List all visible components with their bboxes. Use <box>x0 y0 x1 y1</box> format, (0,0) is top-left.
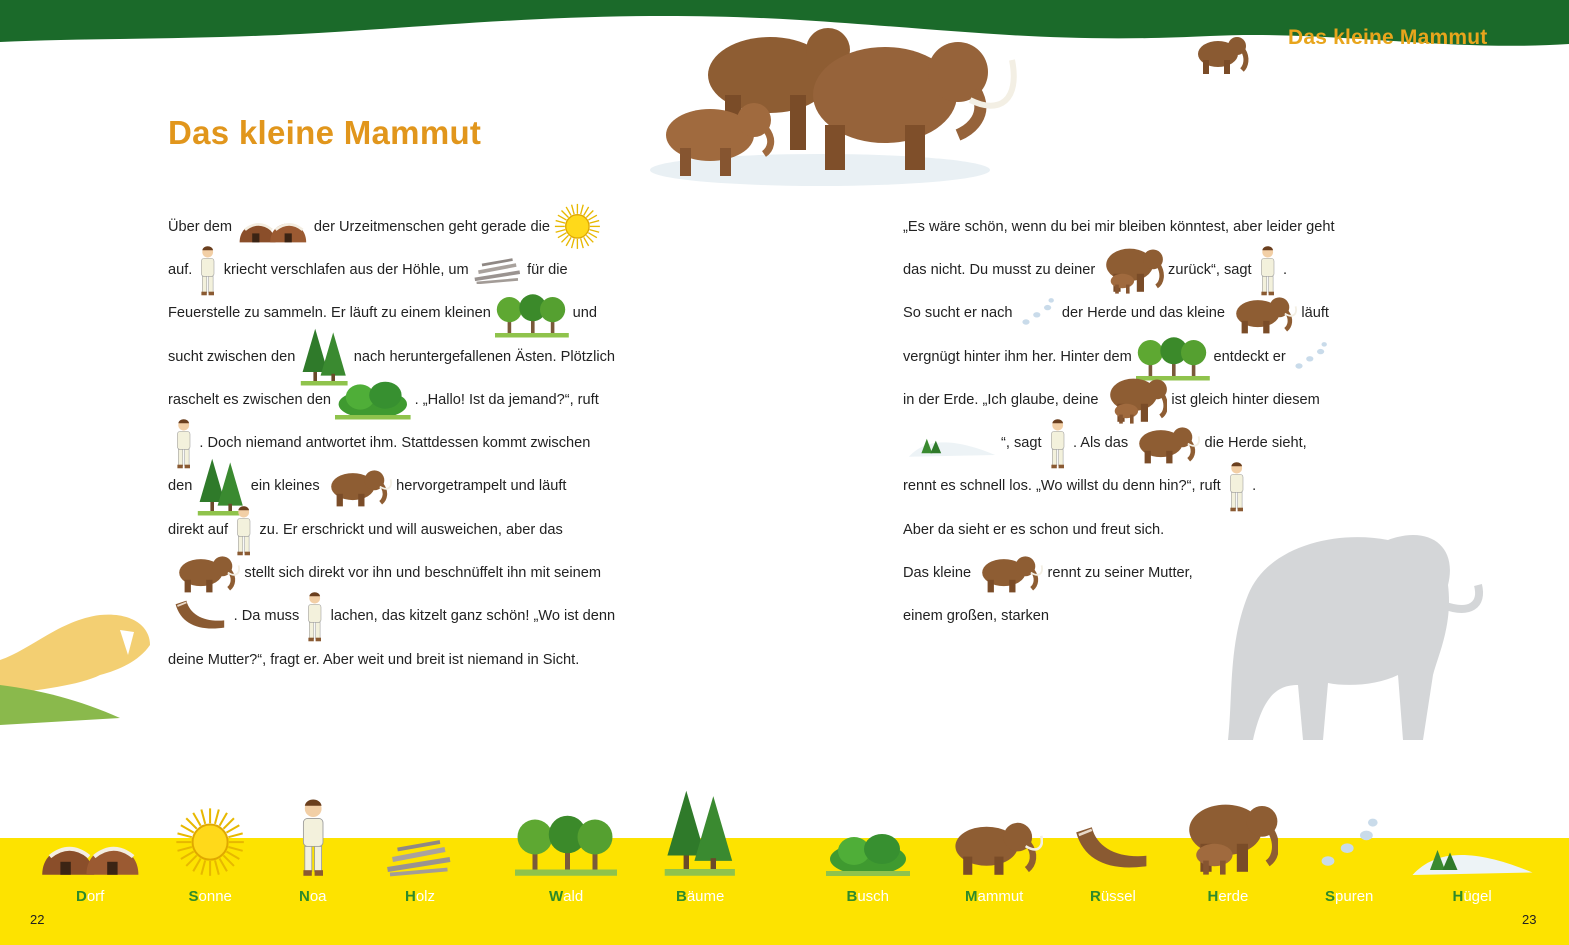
legend-label <box>965 888 1023 905</box>
story-line <box>168 292 668 335</box>
story-line <box>168 378 668 421</box>
story-text: kriecht verschlafen aus der Höhle, um <box>223 261 469 278</box>
story-line <box>903 421 1393 464</box>
right-story-column <box>903 205 1393 638</box>
legend-rest: ügel <box>1463 888 1492 905</box>
legend-label <box>549 888 583 905</box>
noa-icon <box>303 590 326 642</box>
mammut-icon <box>945 815 1044 882</box>
dorf-icon <box>37 828 144 882</box>
legend-initial: H <box>405 888 416 905</box>
page-number-left: 22 <box>30 912 45 927</box>
spuren-icon <box>1290 339 1331 375</box>
story-line <box>903 465 1393 508</box>
ruessel-icon <box>1071 822 1154 882</box>
story-text: rennt zu seiner Mutter, <box>1047 565 1193 582</box>
busch-icon <box>335 379 411 420</box>
legend-initial: S <box>1325 888 1336 905</box>
legend-rest: puren <box>1335 888 1374 905</box>
mammut-icon <box>172 551 240 594</box>
story-text: deine Mutter?“, fragt er. Aber weit und breit ist niemand in Sicht. <box>168 651 580 668</box>
legend-initial: H <box>1452 888 1464 905</box>
noa-icon <box>232 504 255 556</box>
story-line <box>168 508 668 551</box>
story-line <box>903 335 1393 378</box>
story-line <box>168 638 668 681</box>
story-line <box>903 378 1393 421</box>
mammut-icon <box>975 551 1043 594</box>
story-text: entdeckt er <box>1213 348 1286 365</box>
story-line <box>168 248 668 291</box>
noa-icon <box>196 244 219 296</box>
story-text: raschelt es zwischen den <box>168 391 332 408</box>
story-line <box>903 292 1393 335</box>
huegel-icon <box>1410 835 1535 883</box>
story-line <box>168 551 668 594</box>
legend-initial: H <box>1207 888 1219 905</box>
legend-initial: B <box>846 888 858 905</box>
story-line <box>168 465 668 508</box>
legend-rest: orf <box>86 888 105 905</box>
story-text: Feuerstelle zu sammeln. Er läuft zu einem kleinen <box>168 305 491 322</box>
sonne-icon <box>175 807 245 882</box>
legend-label <box>847 888 890 905</box>
spuren-icon <box>1017 295 1058 331</box>
legend-initial: D <box>76 888 87 905</box>
dorf-icon <box>236 210 310 244</box>
story-text: in der Erde. „Ich glaube, deine <box>903 391 1099 408</box>
story-text: . Als das <box>1072 435 1129 452</box>
story-text: auf. <box>168 261 193 278</box>
story-line <box>168 335 668 378</box>
holz-icon <box>385 837 455 882</box>
mammut-icon <box>1229 292 1297 335</box>
legend-label <box>299 888 327 905</box>
story-text: ist gleich hinter diesem <box>1171 391 1320 408</box>
herde-icon <box>1103 375 1168 425</box>
noa-icon <box>1256 244 1279 296</box>
mammut-icon <box>324 465 392 508</box>
story-line <box>168 595 668 638</box>
legend-initial: R <box>1090 888 1101 905</box>
busch-icon <box>826 831 910 882</box>
legend-label <box>1090 888 1136 905</box>
story-text: das nicht. Du musst zu deiner <box>903 261 1096 278</box>
legend-label <box>76 888 104 905</box>
header-mammoth-icon <box>1188 30 1254 83</box>
wald-icon <box>515 807 618 882</box>
herde-icon <box>1178 799 1279 882</box>
ruessel-icon <box>172 597 230 635</box>
story-line <box>903 508 1393 551</box>
story-text: direkt auf <box>168 521 229 538</box>
mammoth-herd-illustration <box>640 20 1040 190</box>
story-text: . <box>1252 478 1257 495</box>
story-line <box>903 248 1393 291</box>
legend-rest: usch <box>857 888 890 905</box>
story-text: ein kleines <box>250 478 320 495</box>
sabretooth-illustration <box>0 600 160 730</box>
story-text: die Herde sieht, <box>1204 435 1307 452</box>
story-text: der Herde und das kleine <box>1061 305 1225 322</box>
legend-label <box>1453 888 1492 905</box>
story-text: So sucht er nach <box>903 305 1013 322</box>
story-line <box>168 205 668 248</box>
legend-initial: M <box>965 888 978 905</box>
huegel-icon <box>907 428 997 459</box>
story-text: Aber da sieht er es schon und freut sich. <box>903 521 1165 538</box>
legend-rest: oa <box>309 888 327 905</box>
story-text: Das kleine <box>903 565 972 582</box>
story-text: einem großen, starken <box>903 608 1050 625</box>
story-text: . Doch niemand antwortet ihm. Stattdessen kommt zwischen <box>199 435 591 452</box>
story-text: . <box>1282 261 1288 278</box>
legend-rest: üssel <box>1100 888 1136 905</box>
story-text: hervorgetrampelt und läuft <box>396 478 567 495</box>
story-text: Über dem <box>168 218 233 235</box>
story-text: “, sagt <box>1001 435 1042 452</box>
story-text: vergnügt hinter ihm her. Hinter dem <box>903 348 1132 365</box>
sonne-icon <box>554 203 601 250</box>
legend-initial: B <box>676 888 687 905</box>
page-title: Das kleine Mammut <box>168 114 482 151</box>
herde-icon <box>1099 245 1164 295</box>
holz-icon <box>473 256 523 285</box>
story-text: zu. Er erschrickt und will ausweichen, aber das <box>259 521 563 538</box>
story-text: der Urzeitmenschen geht gerade die <box>313 218 550 235</box>
noa-icon <box>295 796 331 882</box>
legend-label <box>1208 888 1249 905</box>
spuren-icon <box>1312 813 1386 882</box>
story-text: für die <box>527 261 568 278</box>
story-text: und <box>572 305 597 322</box>
legend-rest: onne <box>198 888 232 905</box>
page-number-right: 23 <box>1522 912 1537 927</box>
story-text: läuft <box>1301 305 1329 322</box>
story-text: . Da muss <box>233 608 300 625</box>
legend-rest: erde <box>1218 888 1249 905</box>
legend-rest: olz <box>415 888 436 905</box>
legend-rest: äume <box>686 888 725 905</box>
story-text: „Es wäre schön, wenn du bei mir bleiben könntest, aber leider geht <box>903 218 1335 235</box>
story-line <box>903 205 1393 248</box>
story-text: rennt es schnell los. „Wo willst du denn hin?“, ruft <box>903 478 1221 495</box>
wald-icon <box>495 288 569 338</box>
story-text: sucht zwischen den <box>168 348 296 365</box>
story-line <box>903 595 1393 638</box>
story-text: stellt sich direkt vor ihn und beschnüffelt ihn mit seinem <box>244 565 602 582</box>
legend-rest: ammut <box>977 888 1024 905</box>
story-text: den <box>168 478 193 495</box>
legend-initial: N <box>299 888 310 905</box>
story-text: zurück“, sagt <box>1168 261 1252 278</box>
legend-initial: W <box>549 888 564 905</box>
legend-label <box>1325 888 1373 905</box>
left-story-column <box>168 205 668 681</box>
legend-initial: S <box>188 888 199 905</box>
noa-icon <box>1046 417 1069 469</box>
noa-icon <box>1225 460 1248 512</box>
legend-label <box>676 888 724 905</box>
legend-label <box>405 888 435 905</box>
baeume-icon <box>662 788 738 882</box>
mammut-icon <box>1132 422 1200 465</box>
legend-label <box>189 888 232 905</box>
story-text: lachen, das kitzelt ganz schön! „Wo ist denn <box>330 608 616 625</box>
story-text: . „Hallo! Ist da jemand?“, ruft <box>414 391 599 408</box>
story-line <box>903 551 1393 594</box>
legend-rest: ald <box>563 888 584 905</box>
noa-icon <box>172 417 195 469</box>
header-title: Das kleine Mammut <box>1288 26 1488 49</box>
story-text: nach heruntergefallenen Ästen. Plötzlich <box>353 348 615 365</box>
